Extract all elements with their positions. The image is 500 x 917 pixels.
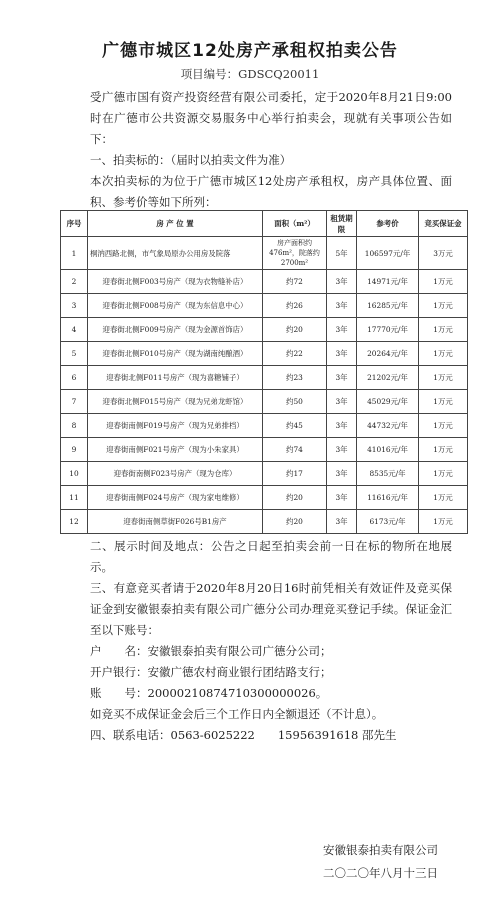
cell-area: 约72 [263, 270, 327, 294]
cell-price: 21202元/年 [357, 366, 419, 390]
cell-price: 20264元/年 [357, 342, 419, 366]
cell-deposit: 1万元 [419, 294, 468, 318]
table-row [61, 270, 468, 294]
cell-location: 迎春街北侧F010号房产（现为湖南纯酿酒） [88, 342, 263, 366]
table-header-row [61, 211, 468, 237]
table-row [61, 366, 468, 390]
cell-term: 3年 [327, 414, 357, 438]
cell-no: 7 [61, 390, 88, 414]
cell-price: 41016元/年 [357, 438, 419, 462]
table-row [61, 438, 468, 462]
cell-deposit: 1万元 [419, 462, 468, 486]
cell-area: 约20 [263, 318, 327, 342]
header-deposit: 竞买保证金 [419, 211, 468, 237]
cell-area: 约74 [263, 438, 327, 462]
cell-area: 约20 [263, 486, 327, 510]
table-row [61, 414, 468, 438]
account-number: 账 号：20000210874710300000026。 [90, 686, 328, 700]
cell-location: 迎春街北侧F003号房产（现为衣物缝补店） [88, 270, 263, 294]
cell-price: 17770元/年 [357, 318, 419, 342]
table-row [61, 486, 468, 510]
cell-no: 3 [61, 294, 88, 318]
header-term: 租赁期限 [327, 211, 357, 237]
cell-term: 3年 [327, 342, 357, 366]
section-3 [66, 578, 452, 746]
cell-no: 8 [61, 414, 88, 438]
cell-deposit: 1万元 [419, 438, 468, 462]
cell-no: 5 [61, 342, 88, 366]
header-area: 面积（m²） [263, 211, 327, 237]
cell-price: 45029元/年 [357, 390, 419, 414]
cell-location: 迎春街北侧F009号房产（现为金源首饰店） [88, 318, 263, 342]
page-title: 广德市城区12处房产承租权拍卖公告 [102, 41, 398, 61]
cell-area: 约22 [263, 342, 327, 366]
cell-term: 3年 [327, 462, 357, 486]
cell-price: 6173元/年 [357, 510, 419, 534]
intro-text: 受广德市国有资产投资经营有限公司委托，定于2020年8月21日9:00时在广德市公共资源交易服务中心举行拍卖会，现就有关事项公告如下： [90, 90, 452, 146]
section-1-body: 本次拍卖标的为位于广德市城区12处房产承租权，房产具体位置、面积、参考价等如下所列： [90, 174, 452, 209]
cell-no: 4 [61, 318, 88, 342]
header-no: 序号 [61, 211, 88, 237]
cell-area: 约17 [263, 462, 327, 486]
cell-term: 3年 [327, 366, 357, 390]
cell-no: 1 [61, 237, 88, 270]
table-row [61, 237, 468, 270]
table-row [61, 390, 468, 414]
section-2-text: 二、展示时间及地点：公告之日起至拍卖会前一日在标的物所在地展示。 [90, 539, 452, 574]
header-price: 参考价 [357, 211, 419, 237]
cell-term: 3年 [327, 486, 357, 510]
cell-deposit: 1万元 [419, 486, 468, 510]
cell-area: 约23 [263, 366, 327, 390]
cell-location: 迎春街南侧F019号房产（现为兄弟排档） [88, 414, 263, 438]
cell-term: 3年 [327, 390, 357, 414]
cell-no: 9 [61, 438, 88, 462]
cell-deposit: 1万元 [419, 342, 468, 366]
cell-deposit: 3万元 [419, 237, 468, 270]
cell-term: 3年 [327, 318, 357, 342]
cell-location: 迎春街北侧F008号房产（现为东信息中心） [88, 294, 263, 318]
cell-price: 16285元/年 [357, 294, 419, 318]
refund-note: 如竞买不成保证金会后三个工作日内全额退还（不计息）。 [90, 707, 384, 721]
property-table [60, 210, 468, 534]
cell-deposit: 1万元 [419, 270, 468, 294]
cell-location: 桐汭西路北侧，市气象局原办公用房及院落 [88, 237, 263, 270]
cell-no: 10 [61, 462, 88, 486]
cell-no: 12 [61, 510, 88, 534]
cell-no: 2 [61, 270, 88, 294]
table-row [61, 342, 468, 366]
cell-location: 迎春街南侧草街F026号B1房产 [88, 510, 263, 534]
table-row [61, 318, 468, 342]
cell-no: 6 [61, 366, 88, 390]
cell-area: 约50 [263, 390, 327, 414]
table-row [61, 510, 468, 534]
cell-term: 3年 [327, 294, 357, 318]
cell-area: 约45 [263, 414, 327, 438]
cell-location: 迎春街北侧F011号房产（现为喜糖铺子） [88, 366, 263, 390]
signature-company: 安徽银泰拍卖有限公司 [323, 843, 438, 857]
cell-deposit: 1万元 [419, 414, 468, 438]
account-name: 户 名：安徽银泰拍卖有限公司广德分公司； [90, 644, 332, 658]
cell-area: 房产面积约476m²，院落约2700m² [263, 237, 327, 270]
cell-deposit: 1万元 [419, 390, 468, 414]
cell-term: 5年 [327, 237, 357, 270]
section-1 [66, 150, 452, 213]
cell-no: 11 [61, 486, 88, 510]
intro-paragraph [66, 87, 452, 150]
account-bank: 开户银行：安徽广德农村商业银行团结路支行； [90, 665, 332, 679]
cell-deposit: 1万元 [419, 510, 468, 534]
signature-date: 二〇二〇年八月十三日 [323, 866, 438, 880]
cell-location: 迎春街南侧F023号房产（现为仓库） [88, 462, 263, 486]
section-2 [66, 536, 452, 578]
section-3-text: 三、有意竞买者请于2020年8月20日16时前凭相关有效证件及竞买保证金到安徽银泰拍卖有限公司广德分公司办理竞买登记手续。保证金汇至以下账号： [90, 581, 452, 637]
section-4-contact: 四、联系电话：0563-6025222 15956391618 邵先生 [90, 728, 397, 742]
cell-term: 3年 [327, 510, 357, 534]
cell-price: 106597元/年 [357, 237, 419, 270]
cell-price: 14971元/年 [357, 270, 419, 294]
section-1-heading: 一、拍卖标的：（届时以拍卖文件为准） [90, 153, 292, 167]
cell-price: 8535元/年 [357, 462, 419, 486]
cell-location: 迎春街南侧F021号房产（现为小朱家具） [88, 438, 263, 462]
cell-location: 迎春街南侧F024号房产（现为家电维修） [88, 486, 263, 510]
table-row [61, 294, 468, 318]
cell-price: 11616元/年 [357, 486, 419, 510]
cell-term: 3年 [327, 438, 357, 462]
cell-deposit: 1万元 [419, 318, 468, 342]
project-number: 项目编号：GDSCQ20011 [180, 67, 320, 81]
table-row [61, 462, 468, 486]
cell-location: 迎春街北侧F015号房产（现为兄弟龙虾馆） [88, 390, 263, 414]
header-location: 房 产 位 置 [88, 211, 263, 237]
cell-area: 约26 [263, 294, 327, 318]
cell-deposit: 1万元 [419, 366, 468, 390]
cell-area: 约20 [263, 510, 327, 534]
cell-term: 3年 [327, 270, 357, 294]
cell-price: 44732元/年 [357, 414, 419, 438]
